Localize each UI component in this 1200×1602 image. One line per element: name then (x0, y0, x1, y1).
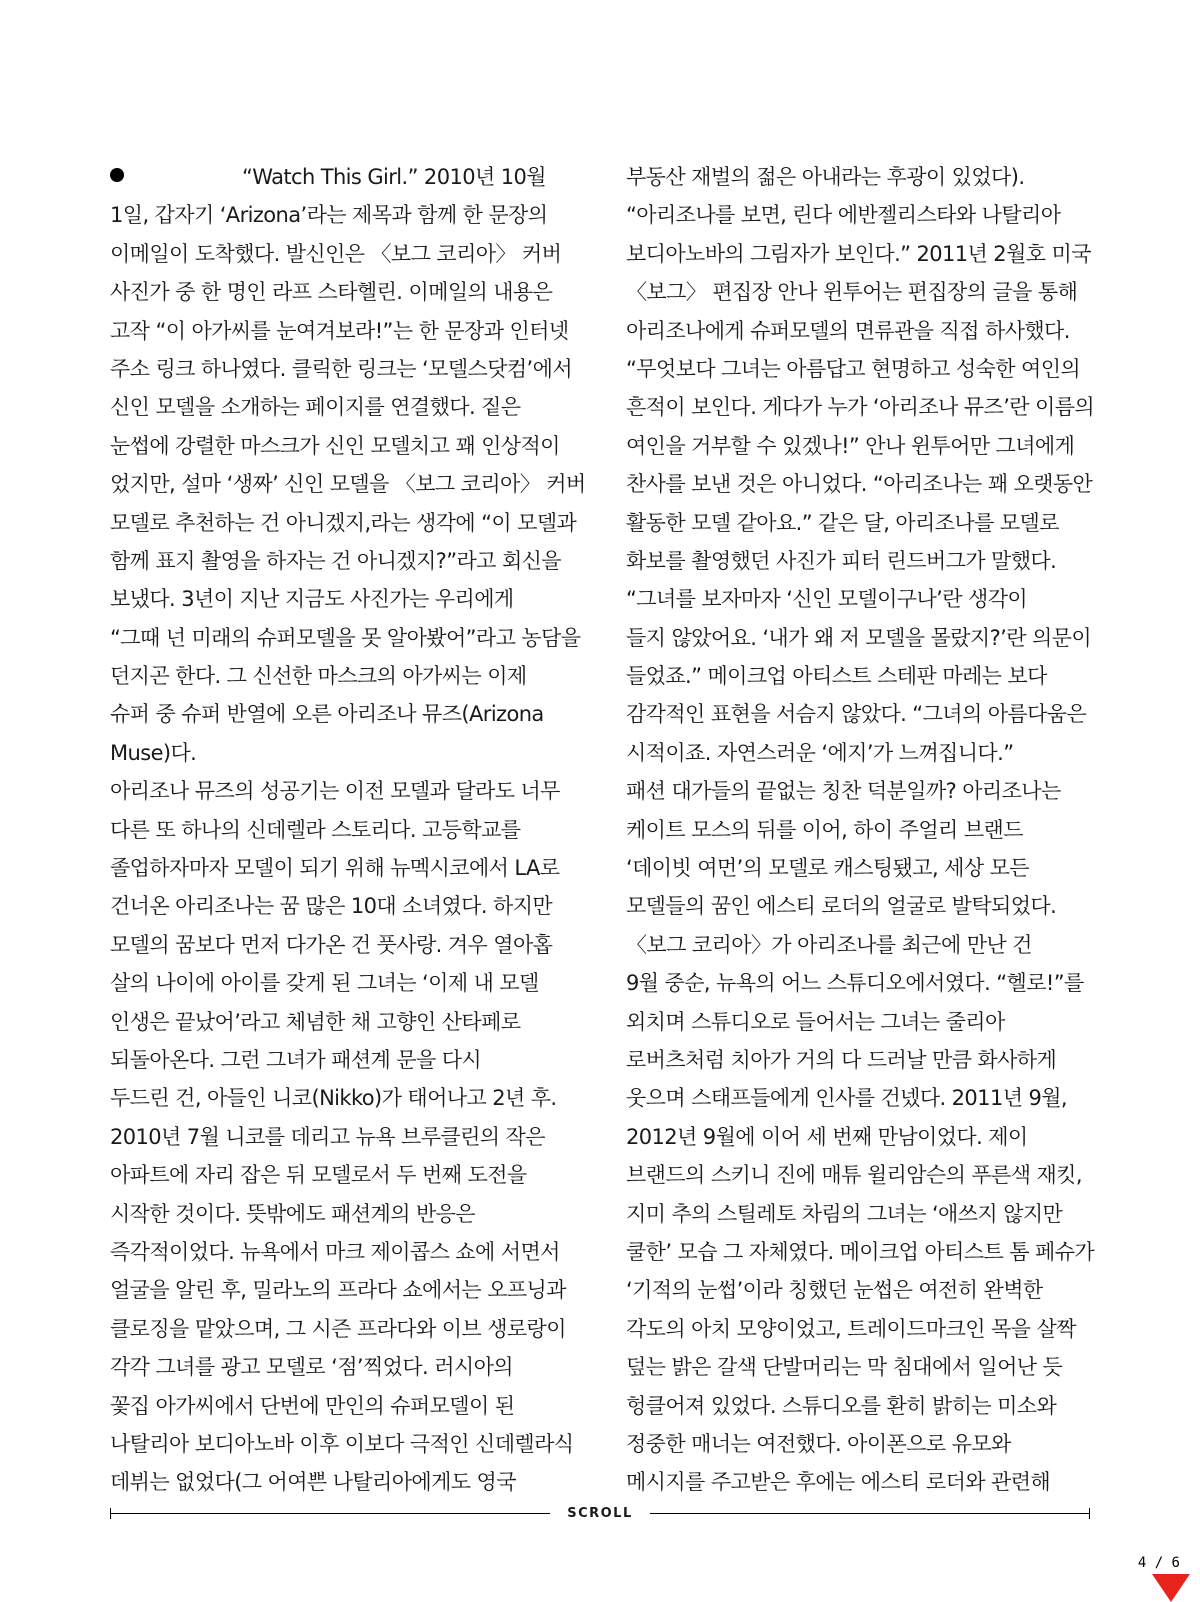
text-line-content: 시작한 것이다. 뜻밖에도 패션계의 반응은 (110, 1201, 476, 1226)
text-line-content: 사진가 중 한 명인 라프 스타헬린. 이메일의 내용은 (110, 280, 553, 305)
text-line (626, 1348, 1096, 1386)
text-line (110, 196, 580, 234)
text-line-content: 었지만, 설마 ‘생짜’ 신인 모델을 〈보그 코리아〉 커버 (110, 472, 586, 497)
text-line-content: 2012년 9월에 이어 세 번째 만남이었다. 제이 (626, 1124, 1028, 1149)
text-line (626, 1156, 1096, 1194)
text-line-content: 아리조나 뮤즈의 성공기는 이전 모델과 달라도 너무 (110, 779, 560, 804)
text-line-content: 이메일이 도착했다. 발신인은 〈보그 코리아〉 커버 (110, 241, 562, 266)
text-line (626, 235, 1096, 273)
text-line (626, 1079, 1096, 1117)
text-line-content: 케이트 모스의 뒤를 이어, 하이 주얼리 브랜드 (626, 817, 1023, 842)
text-line (110, 1310, 580, 1348)
text-line-content: “그녀를 보자마자 ‘신인 모델이구나’란 생각이 (626, 587, 1028, 612)
text-line (626, 580, 1096, 618)
text-line-content: 인생은 끝났어’라고 체념한 채 고향인 산타페로 (110, 1009, 521, 1034)
text-line-content: “Watch This Girl.” 2010년 10월 (242, 165, 546, 189)
text-line-content: 함께 표지 촬영을 하자는 건 아니겠지?”라고 회신을 (110, 548, 561, 573)
text-line (110, 772, 580, 810)
text-line (626, 1425, 1096, 1463)
text-line (110, 1233, 580, 1271)
text-line-content: 살의 나이에 아이를 갖게 된 그녀는 ‘이제 내 모델 (110, 971, 539, 996)
text-line-content: 여인을 거부할 수 있겠나!” 안나 윈투어만 그녀에게 (626, 433, 1075, 458)
text-line (110, 388, 580, 426)
text-line (110, 1425, 580, 1463)
text-line-content: 각도의 아치 모양이었고, 트레이드마크인 목을 살짝 (626, 1316, 1076, 1341)
text-line-content: 아리조나에게 슈퍼모델의 면류관을 직접 하사했다. (626, 318, 1070, 343)
text-line-content: 정중한 매너는 여전했다. 아이폰으로 유모와 (626, 1431, 1011, 1456)
footer-right-tick (1089, 1508, 1090, 1519)
text-line (110, 734, 580, 772)
text-line (626, 1118, 1096, 1156)
text-line (626, 465, 1096, 503)
text-line (626, 1271, 1096, 1309)
text-line (110, 1041, 580, 1079)
text-line-content: 웃으며 스태프들에게 인사를 건넸다. 2011년 9월, (626, 1086, 1067, 1111)
text-line (626, 734, 1096, 772)
text-line-content: 1일, 갑자기 ‘Arizona’라는 제목과 함께 한 문장의 (110, 203, 548, 228)
text-line-content: 각각 그녀를 광고 모델로 ‘점’찍었다. 러시아의 (110, 1355, 513, 1380)
text-line (626, 926, 1096, 964)
footer-rule-left (110, 1513, 550, 1514)
text-line (110, 273, 580, 311)
text-line-content: 〈보그 코리아〉가 아리조나를 최근에 만난 건 (626, 932, 1032, 957)
text-line (626, 887, 1096, 925)
scroll-footer[interactable] (110, 1504, 1090, 1524)
text-line (110, 887, 580, 925)
text-line (626, 1463, 1096, 1501)
text-line-content: 졸업하자마자 모델이 되기 위해 뉴멕시코에서 LA로 (110, 856, 560, 881)
text-line (110, 1003, 580, 1041)
text-line-content: “그때 넌 미래의 슈퍼모델을 못 알아봤어”라고 농담을 (110, 625, 581, 650)
next-page-arrow-icon[interactable] (1152, 1574, 1190, 1602)
text-line-content: 들지 않았어요. ‘내가 왜 저 모델을 몰랐지?’란 의문이 (626, 625, 1092, 650)
text-line-content: “무엇보다 그녀는 아름답고 현명하고 성숙한 여인의 (626, 356, 1081, 381)
text-line (110, 312, 580, 350)
text-line-content: 부동산 재벌의 젊은 아내라는 후광이 있었다). (626, 165, 1025, 189)
text-line-content: 눈썹에 강렬한 마스크가 신인 모델치고 꽤 인상적이 (110, 433, 560, 458)
text-line (110, 926, 580, 964)
text-line (110, 811, 580, 849)
scroll-label[interactable]: SCROLL (567, 1506, 633, 1521)
text-line (626, 312, 1096, 350)
text-line (626, 811, 1096, 849)
text-line-content: 고작 “이 아가씨를 눈여겨보라!”는 한 문장과 인터넷 (110, 318, 569, 343)
text-line (626, 1387, 1096, 1425)
text-line (110, 964, 580, 1002)
text-line (110, 619, 580, 657)
text-line (110, 1195, 580, 1233)
text-line (626, 772, 1096, 810)
text-line-content: 2010년 7월 니코를 데리고 뉴욕 브루클린의 작은 (110, 1124, 545, 1149)
text-line (626, 196, 1096, 234)
text-line-content: 다른 또 하나의 신데렐라 스토리다. 고등학교를 (110, 817, 521, 842)
text-line (110, 1156, 580, 1194)
text-line-content: ‘기적의 눈썹’이라 칭했던 눈썹은 여전히 완벽한 (626, 1278, 1043, 1303)
text-line (626, 504, 1096, 542)
text-line-content: 활동한 모델 같아요.” 같은 달, 아리조나를 모델로 (626, 510, 1059, 535)
article-left-column (110, 158, 586, 1502)
text-line (110, 1463, 580, 1501)
text-line-content: 화보를 촬영했던 사진가 피터 린드버그가 말했다. (626, 548, 1057, 573)
text-line (110, 580, 580, 618)
text-line-content: 건너온 아리조나는 꿈 많은 10대 소녀였다. 하지만 (110, 894, 553, 919)
text-line (626, 695, 1096, 733)
text-line (626, 1003, 1096, 1041)
text-line (110, 465, 586, 503)
text-line-content: 꽃집 아가씨에서 단번에 만인의 슈퍼모델이 된 (110, 1393, 515, 1418)
text-line (110, 695, 580, 733)
text-line-content: ‘데이빗 여먼’의 모델로 캐스팅됐고, 세상 모든 (626, 856, 1029, 881)
text-line-content: 보디아노바의 그림자가 보인다.” 2011년 2월호 미국 (626, 241, 1091, 266)
text-line (110, 657, 580, 695)
text-line-content: 주소 링크 하나였다. 클릭한 링크는 ‘모델스닷컴’에서 (110, 356, 573, 381)
text-line (626, 273, 1096, 311)
text-line (626, 388, 1096, 426)
text-line-content: 흔적이 보인다. 게다가 누가 ‘아리조나 뮤즈’란 이름의 (626, 395, 1095, 420)
text-line-content: 지미 추의 스틸레토 차림의 그녀는 ‘애쓰지 않지만 (626, 1201, 1063, 1226)
text-line-content: 〈보그〉 편집장 안나 윈투어는 편집장의 글을 통해 (626, 280, 1078, 305)
text-line (110, 427, 580, 465)
text-line (626, 619, 1096, 657)
text-line (110, 1079, 580, 1117)
text-line-content: 브랜드의 스키니 진에 매튜 윌리암슨의 푸른색 재킷, (626, 1163, 1082, 1188)
text-line-content: 쿨한’ 모습 그 자체였다. 메이크업 아티스트 톰 페슈가 (626, 1239, 1095, 1264)
text-line-content: 외치며 스튜디오로 들어서는 그녀는 줄리아 (626, 1009, 1005, 1034)
text-line (110, 1271, 580, 1309)
article-right-column (626, 158, 1096, 1502)
text-line-content: 감각적인 표현을 서슴지 않았다. “그녀의 아름다움은 (626, 702, 1087, 727)
text-line (626, 427, 1096, 465)
text-line-content: 로버츠처럼 치아가 거의 다 드러날 만큼 화사하게 (626, 1047, 1057, 1072)
text-line-content: 시적이죠. 자연스러운 ‘에지’가 느껴집니다.” (626, 740, 1014, 765)
text-line-content: 두드린 건, 아들인 니코(Nikko)가 태어나고 2년 후. (110, 1086, 557, 1111)
text-line-content: “아리조나를 보면, 린다 에반젤리스타와 나탈리아 (626, 203, 1061, 228)
text-line-content: 데뷔는 없었다(그 어여쁜 나탈리아에게도 영국 (110, 1470, 516, 1495)
text-line-content: 클로징을 맡았으며, 그 시즌 프라다와 이브 생로랑이 (110, 1316, 566, 1341)
text-line-content: 보냈다. 3년이 지난 지금도 사진가는 우리에게 (110, 587, 514, 612)
text-line-content: 던지곤 한다. 그 신선한 마스크의 아가씨는 이제 (110, 664, 527, 689)
text-line-content: 덮는 밝은 갈색 단발머리는 막 침대에서 일어난 듯 (626, 1355, 1063, 1380)
text-line (110, 849, 580, 887)
page-indicator: 4 / 6 (1137, 1555, 1180, 1571)
text-line-content: 아파트에 자리 잡은 뒤 모델로서 두 번째 도전을 (110, 1163, 527, 1188)
text-line-content: 헝클어져 있었다. 스튜디오를 환히 밝히는 미소와 (626, 1393, 1057, 1418)
text-line (626, 350, 1096, 388)
text-line-content: 슈퍼 중 슈퍼 반열에 오른 아리조나 뮤즈(Arizona (110, 702, 544, 727)
text-line (110, 1118, 580, 1156)
text-line (110, 350, 580, 388)
text-line (110, 158, 580, 196)
text-line (110, 504, 580, 542)
text-line-content: 모델들의 꿈인 에스티 로더의 얼굴로 발탁되었다. (626, 894, 1057, 919)
text-line-content: 메시지를 주고받은 후에는 에스티 로더와 관련해 (626, 1470, 1051, 1495)
text-line (626, 657, 1096, 695)
text-line-content: 패션 대가들의 끝없는 칭찬 덕분일까? 아리조나는 (626, 779, 1061, 804)
text-line (626, 542, 1096, 580)
text-line (626, 1195, 1096, 1233)
text-line-content: 되돌아온다. 그런 그녀가 패션계 문을 다시 (110, 1047, 482, 1072)
text-line (110, 1387, 580, 1425)
bullet-icon (110, 168, 124, 182)
text-line-content: 찬사를 보낸 것은 아니었다. “아리조나는 꽤 오랫동안 (626, 472, 1093, 497)
text-line-content: Muse)다. (110, 740, 197, 765)
text-line (626, 849, 1096, 887)
text-line (626, 1233, 1096, 1271)
footer-rule-right (650, 1513, 1090, 1514)
text-line-content: 9월 중순, 뉴욕의 어느 스튜디오에서였다. “헬로!”를 (626, 971, 1084, 996)
text-line-content: 얼굴을 알린 후, 밀라노의 프라다 쇼에서는 오프닝과 (110, 1278, 566, 1303)
text-line (110, 542, 580, 580)
text-line-content: 들었죠.” 메이크업 아티스트 스테판 마레는 보다 (626, 664, 1047, 689)
text-line (110, 1348, 580, 1386)
text-line (626, 158, 1096, 196)
text-line-content: 모델로 추천하는 건 아니겠지,라는 생각에 “이 모델과 (110, 510, 577, 535)
text-line-content: 모델의 꿈보다 먼저 다가온 건 풋사랑. 겨우 열아홉 (110, 932, 553, 957)
text-line (626, 1041, 1096, 1079)
text-line-content: 신인 모델을 소개하는 페이지를 연결했다. 짙은 (110, 395, 521, 420)
text-line (626, 1310, 1096, 1348)
text-line (626, 964, 1096, 1002)
text-line-content: 나탈리아 보디아노바 이후 이보다 극적인 신데렐라식 (110, 1431, 574, 1456)
text-line-content: 즉각적이었다. 뉴욕에서 마크 제이콥스 쇼에 서면서 (110, 1239, 560, 1264)
text-line (110, 235, 580, 273)
